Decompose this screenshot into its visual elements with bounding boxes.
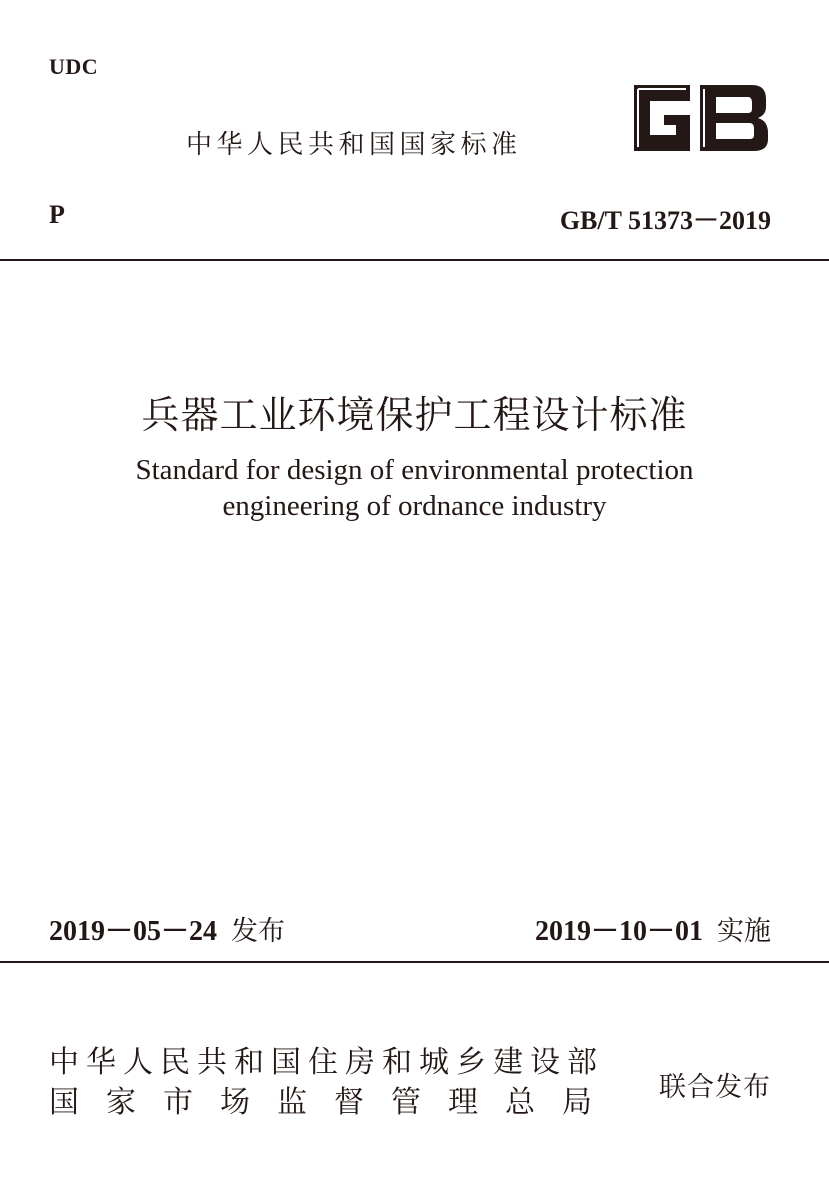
implementation-date-block bbox=[535, 909, 771, 949]
implementation-date: 2019－10－01 bbox=[534, 916, 703, 947]
bottom-divider bbox=[0, 961, 829, 963]
implementation-label: 实施 bbox=[717, 916, 771, 947]
title-english-line-2: engineering of ordnance industry bbox=[222, 490, 607, 522]
top-divider bbox=[0, 259, 829, 261]
issuer-market-regulation: 国家市场监督管理总局 bbox=[49, 1085, 619, 1120]
joint-issue-label: 联合发布 bbox=[659, 1072, 771, 1103]
issue-label: 发布 bbox=[231, 916, 286, 947]
standard-number: GB/T 51373－2019 bbox=[559, 206, 771, 235]
issuing-authorities bbox=[49, 1043, 619, 1123]
issuer-housing-ministry: 中华人民共和国住房和城乡建设部 bbox=[49, 1045, 604, 1080]
title-chinese: 兵器工业环境保护工程设计标准 bbox=[141, 393, 688, 437]
udc-label: UDC bbox=[49, 54, 99, 79]
classification-code: P bbox=[49, 200, 65, 229]
issue-date-block bbox=[49, 909, 285, 949]
title-english-line-1: Standard for design of environmental protection bbox=[135, 454, 694, 486]
issue-date: 2019－05－24 bbox=[49, 916, 218, 947]
gb-logo-icon bbox=[624, 79, 772, 157]
national-standard-heading: 中华人民共和国国家标准 bbox=[186, 130, 522, 160]
